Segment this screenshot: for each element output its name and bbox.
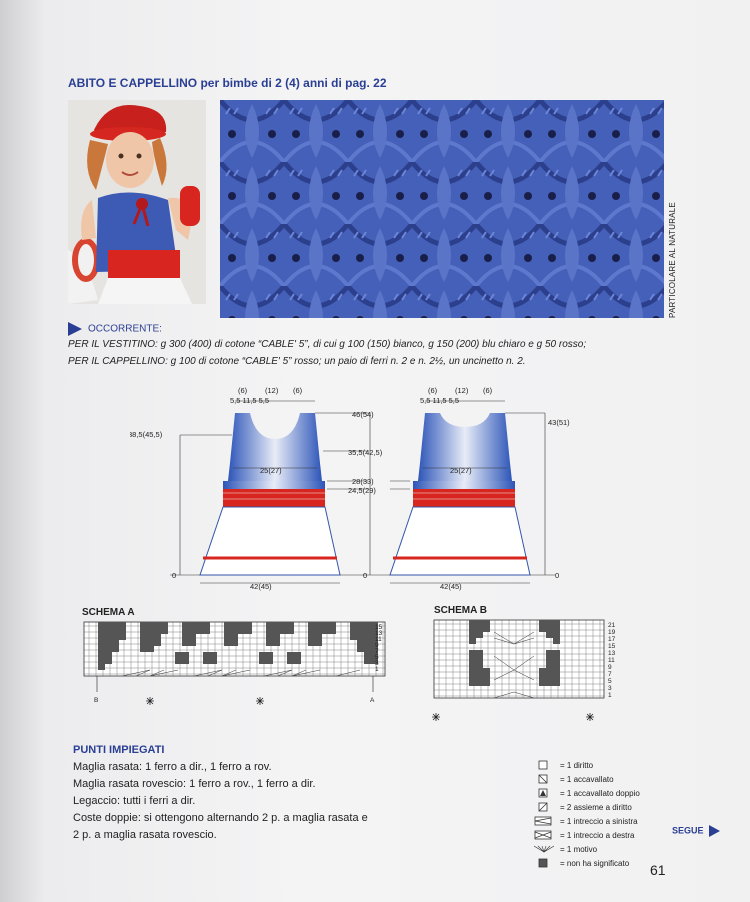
dress-back [390,413,530,575]
schema-a-asterisks [146,697,264,705]
dress-schematic [130,383,590,595]
schema-a-row-7: 7 [375,648,379,655]
schema-b-row-21: 21 [608,622,616,629]
schema-b-row-1: 1 [608,692,612,699]
m-top-left-front: (6) [238,386,248,395]
triangle-icon [534,788,554,798]
arrow-right-icon [709,825,720,837]
m-zero-right: 0 [555,571,560,580]
m-top-left-back: (6) [428,386,438,395]
legend-row [534,842,640,856]
m-25-back: 25(27) [450,466,472,475]
m-top-row-back: 5,5 11,5 5,5 [420,396,460,405]
m-zero-mid: 0 [363,571,368,580]
schema-b-row-15: 15 [608,643,616,650]
m-top-mid-back: (12) [455,386,469,395]
m-245: 24,5(29) [348,486,376,495]
title-rest: per bimbe di 2 (4) anni di pag. 22 [200,76,387,90]
m-42-back: 42(45) [440,582,462,591]
page-title [68,76,387,90]
m-46: 46(54) [352,410,374,419]
triangle-bullet-icon [68,322,82,336]
legend-label: = 1 intreccio a sinistra [560,816,638,826]
schema-a-label-b: B [94,697,99,704]
schema-b-row-9: 9 [608,664,612,671]
punti-line-4: Coste doppie: si ottengono alternando 2 p. a maglia rasata e 2 p. a maglia rasata rovescio. [73,812,368,841]
legend-row [534,786,640,800]
empty-cell-icon [534,760,554,770]
legend-row [534,772,640,786]
legend-row [534,800,640,814]
m-25-front: 25(27) [260,466,282,475]
legend-row [534,758,640,772]
schema-a-row-11: 11 [375,636,382,643]
punti-line-2: Maglia rasata rovescio: 1 ferro a rov., 1 ferro a dir. [73,778,316,790]
schema-b-row-19: 19 [608,629,616,636]
schema-a-row-1: 1 [375,666,379,673]
schema-a-row-13: 13 [375,630,383,637]
legend-label: = 1 motivo [560,844,598,854]
knit-swatch-photo [220,100,664,318]
m-top-mid-front: (12) [265,386,279,395]
m-385: 38,5(45,5) [130,430,163,439]
page-number: 61 [650,862,666,878]
schema-b-row-11: 11 [608,657,615,664]
slash-icon [534,802,554,812]
m-43: 43(51) [548,418,570,427]
symbol-legend [534,758,640,870]
legend-label: = 2 assieme a diritto [560,802,632,812]
dress-front [200,413,340,575]
m-355: 35,5(42,5) [348,448,383,457]
m-top-right-back: (6) [483,386,493,395]
child-illustration [68,100,206,304]
schema-b-chart [432,618,628,724]
schema-b-row-3: 3 [608,685,612,692]
schema-a-row-9: 9 [375,642,379,649]
m-top-right-front: (6) [293,386,303,395]
fan-motif-icon [534,844,554,854]
schema-b-row-7: 7 [608,671,612,678]
cross-left-icon [534,816,554,826]
segue-text: SEGUE [672,825,704,836]
legend-row [534,828,640,842]
legend-label: = 1 accavallato [560,774,614,784]
schema-b-row-13: 13 [608,650,616,657]
accavallato-icon [534,774,554,784]
schema-a-label-a: A [370,697,375,704]
legend-label: = 1 diritto [560,760,594,770]
schema-a-row-15: 15 [375,624,383,631]
punti-line-3: Legaccio: tutti i ferri a dir. [73,795,196,807]
occorrente-heading [68,322,162,336]
m-28: 28(33) [352,477,374,486]
m-top-row-front: 5,5 11,5 5,5 [230,396,270,405]
schema-b-row-17: 17 [608,636,616,643]
punti-impiegati [73,742,373,844]
legend-label: = 1 intreccio a destra [560,830,635,840]
occorrente-line-2: PER IL CAPPELLINO: g 100 di cotone “CABLE' 5” rosso; un paio di ferri n. 2 e n. 2½, un uncinetto n. 2. [68,356,526,367]
punti-line-1: Maglia rasata: 1 ferro a dir., 1 ferro a rov. [73,761,272,773]
photo-caption-vertical: PARTICOLARE AL NATURALE [668,202,677,318]
child-photo [68,100,206,304]
schema-b-asterisks [432,713,594,721]
schema-a-row-3: 3 [375,660,379,667]
legend-label: = 1 accavallato doppio [560,788,640,798]
m-42-front: 42(45) [250,582,272,591]
punti-heading: PUNTI IMPIEGATI [73,744,165,756]
filled-cell-icon [534,858,554,868]
schema-a-title: SCHEMA A [82,607,135,618]
garment-diagram [130,383,590,600]
occorrente-line-1: PER IL VESTITINO: g 300 (400) di cotone “CABLE' 5”, di cui g 100 (150) bianco, g 150 (200) blu chiaro e g 50 rosso; [68,339,587,350]
schema-a-row-5: 5 [375,654,379,661]
segue-label [672,825,720,837]
m-zero-left: 0 [172,571,177,580]
schema-a-chart [82,620,387,710]
cross-right-icon [534,830,554,840]
occorrente-heading-text: OCCORRENTE: [88,323,162,335]
schema-b-row-5: 5 [608,678,612,685]
lace-pattern-swatch [220,100,664,318]
legend-row [534,814,640,828]
schema-b-title: SCHEMA B [434,605,487,616]
legend-row [534,856,640,870]
title-bold: ABITO E CAPPELLINO [68,76,198,90]
legend-label: = non ha significato [560,858,630,868]
